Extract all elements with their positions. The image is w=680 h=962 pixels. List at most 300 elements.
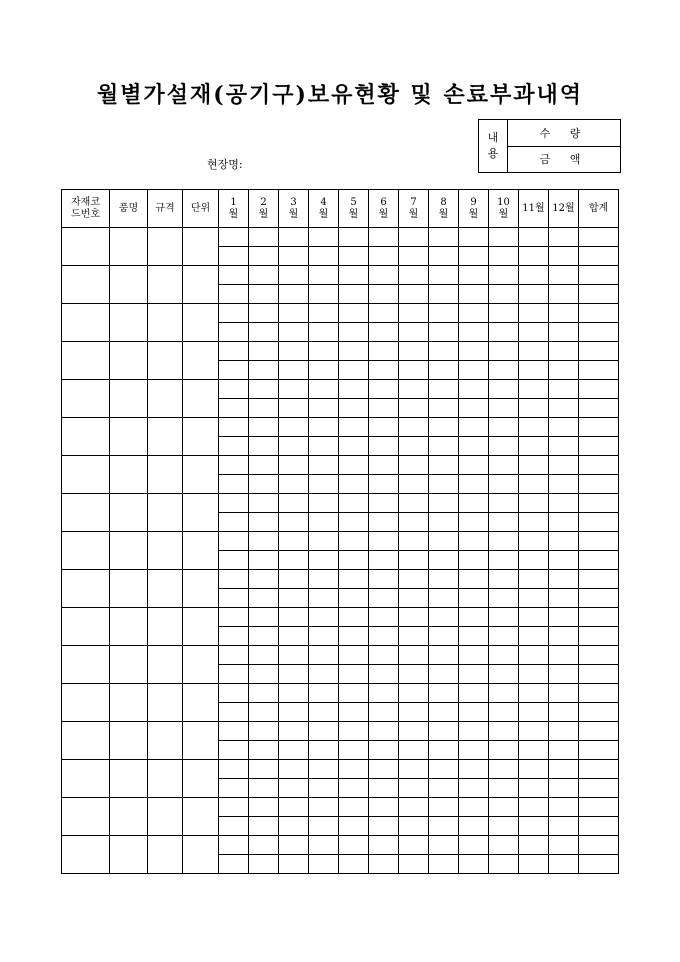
value-cell[interactable]: [489, 361, 519, 380]
value-cell[interactable]: [309, 760, 339, 779]
value-cell[interactable]: [249, 285, 279, 304]
value-cell[interactable]: [429, 285, 459, 304]
item-info-cell[interactable]: [148, 304, 183, 342]
value-cell[interactable]: [429, 418, 459, 437]
value-cell[interactable]: [459, 513, 489, 532]
value-cell[interactable]: [279, 323, 309, 342]
value-cell[interactable]: [579, 627, 619, 646]
value-cell[interactable]: [519, 627, 549, 646]
value-cell[interactable]: [309, 817, 339, 836]
value-cell[interactable]: [549, 855, 579, 874]
value-cell[interactable]: [249, 475, 279, 494]
value-cell[interactable]: [219, 380, 249, 399]
value-cell[interactable]: [399, 855, 429, 874]
value-cell[interactable]: [579, 570, 619, 589]
value-cell[interactable]: [279, 779, 309, 798]
value-cell[interactable]: [219, 779, 249, 798]
value-cell[interactable]: [339, 532, 369, 551]
value-cell[interactable]: [339, 437, 369, 456]
value-cell[interactable]: [219, 475, 249, 494]
item-info-cell[interactable]: [148, 494, 183, 532]
value-cell[interactable]: [309, 513, 339, 532]
value-cell[interactable]: [519, 304, 549, 323]
item-info-cell[interactable]: [148, 380, 183, 418]
value-cell[interactable]: [399, 342, 429, 361]
value-cell[interactable]: [489, 646, 519, 665]
value-cell[interactable]: [489, 627, 519, 646]
value-cell[interactable]: [489, 247, 519, 266]
value-cell[interactable]: [579, 589, 619, 608]
value-cell[interactable]: [279, 589, 309, 608]
value-cell[interactable]: [309, 646, 339, 665]
value-cell[interactable]: [219, 285, 249, 304]
value-cell[interactable]: [519, 684, 549, 703]
value-cell[interactable]: [489, 665, 519, 684]
value-cell[interactable]: [489, 304, 519, 323]
value-cell[interactable]: [219, 684, 249, 703]
value-cell[interactable]: [579, 722, 619, 741]
value-cell[interactable]: [549, 798, 579, 817]
value-cell[interactable]: [489, 456, 519, 475]
value-cell[interactable]: [249, 323, 279, 342]
value-cell[interactable]: [279, 247, 309, 266]
value-cell[interactable]: [459, 342, 489, 361]
value-cell[interactable]: [549, 323, 579, 342]
value-cell[interactable]: [459, 266, 489, 285]
value-cell[interactable]: [309, 475, 339, 494]
value-cell[interactable]: [399, 798, 429, 817]
value-cell[interactable]: [519, 342, 549, 361]
value-cell[interactable]: [579, 228, 619, 247]
value-cell[interactable]: [579, 285, 619, 304]
item-info-cell[interactable]: [183, 570, 219, 608]
value-cell[interactable]: [429, 323, 459, 342]
item-info-cell[interactable]: [183, 418, 219, 456]
item-info-cell[interactable]: [148, 570, 183, 608]
value-cell[interactable]: [249, 855, 279, 874]
value-cell[interactable]: [309, 380, 339, 399]
value-cell[interactable]: [549, 627, 579, 646]
value-cell[interactable]: [369, 665, 399, 684]
item-info-cell[interactable]: [148, 608, 183, 646]
value-cell[interactable]: [429, 760, 459, 779]
value-cell[interactable]: [429, 741, 459, 760]
value-cell[interactable]: [579, 342, 619, 361]
value-cell[interactable]: [519, 779, 549, 798]
value-cell[interactable]: [219, 646, 249, 665]
value-cell[interactable]: [369, 722, 399, 741]
item-info-cell[interactable]: [110, 456, 148, 494]
value-cell[interactable]: [309, 551, 339, 570]
value-cell[interactable]: [279, 266, 309, 285]
value-cell[interactable]: [279, 760, 309, 779]
item-info-cell[interactable]: [148, 456, 183, 494]
value-cell[interactable]: [519, 418, 549, 437]
value-cell[interactable]: [249, 684, 279, 703]
value-cell[interactable]: [249, 646, 279, 665]
value-cell[interactable]: [459, 494, 489, 513]
value-cell[interactable]: [519, 589, 549, 608]
value-cell[interactable]: [279, 380, 309, 399]
item-info-cell[interactable]: [110, 570, 148, 608]
value-cell[interactable]: [399, 247, 429, 266]
value-cell[interactable]: [429, 570, 459, 589]
value-cell[interactable]: [579, 494, 619, 513]
value-cell[interactable]: [339, 760, 369, 779]
value-cell[interactable]: [459, 608, 489, 627]
value-cell[interactable]: [519, 380, 549, 399]
value-cell[interactable]: [279, 437, 309, 456]
value-cell[interactable]: [309, 399, 339, 418]
value-cell[interactable]: [549, 285, 579, 304]
value-cell[interactable]: [519, 323, 549, 342]
value-cell[interactable]: [489, 323, 519, 342]
value-cell[interactable]: [459, 361, 489, 380]
value-cell[interactable]: [459, 684, 489, 703]
value-cell[interactable]: [279, 608, 309, 627]
value-cell[interactable]: [459, 247, 489, 266]
value-cell[interactable]: [399, 437, 429, 456]
value-cell[interactable]: [429, 551, 459, 570]
value-cell[interactable]: [489, 589, 519, 608]
value-cell[interactable]: [549, 646, 579, 665]
value-cell[interactable]: [399, 665, 429, 684]
value-cell[interactable]: [219, 722, 249, 741]
value-cell[interactable]: [339, 722, 369, 741]
value-cell[interactable]: [549, 361, 579, 380]
value-cell[interactable]: [399, 266, 429, 285]
value-cell[interactable]: [309, 798, 339, 817]
value-cell[interactable]: [519, 703, 549, 722]
value-cell[interactable]: [339, 703, 369, 722]
value-cell[interactable]: [459, 532, 489, 551]
item-info-cell[interactable]: [148, 798, 183, 836]
value-cell[interactable]: [309, 855, 339, 874]
item-info-cell[interactable]: [183, 646, 219, 684]
value-cell[interactable]: [489, 437, 519, 456]
value-cell[interactable]: [339, 456, 369, 475]
value-cell[interactable]: [459, 817, 489, 836]
value-cell[interactable]: [219, 551, 249, 570]
value-cell[interactable]: [549, 380, 579, 399]
value-cell[interactable]: [279, 342, 309, 361]
item-info-cell[interactable]: [110, 798, 148, 836]
item-info-cell[interactable]: [62, 798, 110, 836]
value-cell[interactable]: [309, 494, 339, 513]
value-cell[interactable]: [399, 456, 429, 475]
value-cell[interactable]: [219, 589, 249, 608]
item-info-cell[interactable]: [110, 532, 148, 570]
value-cell[interactable]: [339, 247, 369, 266]
value-cell[interactable]: [459, 703, 489, 722]
value-cell[interactable]: [459, 380, 489, 399]
value-cell[interactable]: [309, 665, 339, 684]
value-cell[interactable]: [339, 570, 369, 589]
value-cell[interactable]: [369, 418, 399, 437]
value-cell[interactable]: [519, 228, 549, 247]
item-info-cell[interactable]: [183, 532, 219, 570]
value-cell[interactable]: [369, 323, 399, 342]
value-cell[interactable]: [489, 228, 519, 247]
item-info-cell[interactable]: [148, 684, 183, 722]
value-cell[interactable]: [309, 608, 339, 627]
value-cell[interactable]: [219, 418, 249, 437]
value-cell[interactable]: [399, 703, 429, 722]
value-cell[interactable]: [279, 855, 309, 874]
value-cell[interactable]: [459, 855, 489, 874]
value-cell[interactable]: [429, 608, 459, 627]
value-cell[interactable]: [369, 817, 399, 836]
value-cell[interactable]: [399, 285, 429, 304]
value-cell[interactable]: [579, 323, 619, 342]
item-info-cell[interactable]: [183, 722, 219, 760]
item-info-cell[interactable]: [62, 342, 110, 380]
value-cell[interactable]: [309, 228, 339, 247]
value-cell[interactable]: [309, 266, 339, 285]
value-cell[interactable]: [219, 304, 249, 323]
value-cell[interactable]: [399, 380, 429, 399]
value-cell[interactable]: [399, 646, 429, 665]
value-cell[interactable]: [519, 399, 549, 418]
value-cell[interactable]: [369, 380, 399, 399]
item-info-cell[interactable]: [148, 722, 183, 760]
item-info-cell[interactable]: [62, 608, 110, 646]
value-cell[interactable]: [429, 475, 459, 494]
value-cell[interactable]: [459, 760, 489, 779]
item-info-cell[interactable]: [62, 836, 110, 874]
value-cell[interactable]: [399, 475, 429, 494]
value-cell[interactable]: [219, 361, 249, 380]
value-cell[interactable]: [369, 494, 399, 513]
value-cell[interactable]: [279, 456, 309, 475]
value-cell[interactable]: [249, 798, 279, 817]
item-info-cell[interactable]: [62, 266, 110, 304]
value-cell[interactable]: [429, 456, 459, 475]
value-cell[interactable]: [459, 323, 489, 342]
value-cell[interactable]: [249, 494, 279, 513]
value-cell[interactable]: [249, 570, 279, 589]
value-cell[interactable]: [549, 456, 579, 475]
value-cell[interactable]: [249, 380, 279, 399]
value-cell[interactable]: [429, 836, 459, 855]
value-cell[interactable]: [309, 361, 339, 380]
value-cell[interactable]: [339, 836, 369, 855]
value-cell[interactable]: [579, 836, 619, 855]
item-info-cell[interactable]: [62, 684, 110, 722]
item-info-cell[interactable]: [62, 646, 110, 684]
value-cell[interactable]: [579, 684, 619, 703]
value-cell[interactable]: [339, 798, 369, 817]
value-cell[interactable]: [279, 228, 309, 247]
value-cell[interactable]: [339, 589, 369, 608]
value-cell[interactable]: [519, 608, 549, 627]
value-cell[interactable]: [369, 798, 399, 817]
value-cell[interactable]: [459, 285, 489, 304]
item-info-cell[interactable]: [183, 494, 219, 532]
value-cell[interactable]: [219, 532, 249, 551]
value-cell[interactable]: [489, 342, 519, 361]
value-cell[interactable]: [219, 817, 249, 836]
value-cell[interactable]: [339, 342, 369, 361]
value-cell[interactable]: [459, 570, 489, 589]
item-info-cell[interactable]: [62, 456, 110, 494]
value-cell[interactable]: [489, 760, 519, 779]
value-cell[interactable]: [429, 247, 459, 266]
value-cell[interactable]: [519, 361, 549, 380]
item-info-cell[interactable]: [148, 836, 183, 874]
value-cell[interactable]: [459, 475, 489, 494]
value-cell[interactable]: [519, 646, 549, 665]
value-cell[interactable]: [459, 627, 489, 646]
value-cell[interactable]: [459, 304, 489, 323]
value-cell[interactable]: [339, 361, 369, 380]
value-cell[interactable]: [489, 551, 519, 570]
value-cell[interactable]: [459, 589, 489, 608]
item-info-cell[interactable]: [183, 304, 219, 342]
item-info-cell[interactable]: [62, 228, 110, 266]
value-cell[interactable]: [249, 551, 279, 570]
value-cell[interactable]: [369, 855, 399, 874]
item-info-cell[interactable]: [148, 342, 183, 380]
value-cell[interactable]: [429, 513, 459, 532]
value-cell[interactable]: [279, 551, 309, 570]
value-cell[interactable]: [219, 798, 249, 817]
value-cell[interactable]: [519, 247, 549, 266]
value-cell[interactable]: [519, 722, 549, 741]
value-cell[interactable]: [549, 437, 579, 456]
value-cell[interactable]: [549, 475, 579, 494]
value-cell[interactable]: [399, 684, 429, 703]
value-cell[interactable]: [339, 266, 369, 285]
value-cell[interactable]: [489, 836, 519, 855]
value-cell[interactable]: [369, 608, 399, 627]
value-cell[interactable]: [399, 779, 429, 798]
item-info-cell[interactable]: [62, 722, 110, 760]
value-cell[interactable]: [549, 608, 579, 627]
value-cell[interactable]: [339, 323, 369, 342]
item-info-cell[interactable]: [62, 304, 110, 342]
value-cell[interactable]: [249, 532, 279, 551]
value-cell[interactable]: [459, 399, 489, 418]
item-info-cell[interactable]: [183, 798, 219, 836]
value-cell[interactable]: [309, 741, 339, 760]
value-cell[interactable]: [219, 836, 249, 855]
value-cell[interactable]: [489, 570, 519, 589]
value-cell[interactable]: [279, 722, 309, 741]
item-info-cell[interactable]: [110, 646, 148, 684]
value-cell[interactable]: [249, 722, 279, 741]
value-cell[interactable]: [219, 228, 249, 247]
value-cell[interactable]: [459, 646, 489, 665]
value-cell[interactable]: [279, 665, 309, 684]
value-cell[interactable]: [369, 304, 399, 323]
value-cell[interactable]: [459, 437, 489, 456]
value-cell[interactable]: [459, 741, 489, 760]
value-cell[interactable]: [579, 817, 619, 836]
value-cell[interactable]: [279, 703, 309, 722]
value-cell[interactable]: [429, 779, 459, 798]
value-cell[interactable]: [549, 228, 579, 247]
item-info-cell[interactable]: [148, 228, 183, 266]
value-cell[interactable]: [249, 665, 279, 684]
value-cell[interactable]: [339, 304, 369, 323]
value-cell[interactable]: [579, 779, 619, 798]
value-cell[interactable]: [339, 285, 369, 304]
item-info-cell[interactable]: [148, 646, 183, 684]
value-cell[interactable]: [489, 703, 519, 722]
value-cell[interactable]: [399, 551, 429, 570]
value-cell[interactable]: [249, 247, 279, 266]
value-cell[interactable]: [429, 722, 459, 741]
value-cell[interactable]: [579, 437, 619, 456]
value-cell[interactable]: [579, 741, 619, 760]
value-cell[interactable]: [249, 418, 279, 437]
value-cell[interactable]: [519, 532, 549, 551]
value-cell[interactable]: [429, 399, 459, 418]
value-cell[interactable]: [549, 779, 579, 798]
value-cell[interactable]: [279, 285, 309, 304]
value-cell[interactable]: [399, 817, 429, 836]
value-cell[interactable]: [339, 741, 369, 760]
item-info-cell[interactable]: [110, 418, 148, 456]
value-cell[interactable]: [399, 722, 429, 741]
value-cell[interactable]: [309, 247, 339, 266]
item-info-cell[interactable]: [183, 608, 219, 646]
value-cell[interactable]: [519, 551, 549, 570]
value-cell[interactable]: [339, 608, 369, 627]
value-cell[interactable]: [579, 399, 619, 418]
value-cell[interactable]: [429, 342, 459, 361]
value-cell[interactable]: [459, 798, 489, 817]
value-cell[interactable]: [399, 323, 429, 342]
value-cell[interactable]: [309, 323, 339, 342]
value-cell[interactable]: [549, 266, 579, 285]
value-cell[interactable]: [369, 342, 399, 361]
value-cell[interactable]: [339, 475, 369, 494]
value-cell[interactable]: [579, 855, 619, 874]
value-cell[interactable]: [249, 760, 279, 779]
value-cell[interactable]: [429, 266, 459, 285]
value-cell[interactable]: [369, 779, 399, 798]
item-info-cell[interactable]: [110, 228, 148, 266]
item-info-cell[interactable]: [183, 380, 219, 418]
value-cell[interactable]: [429, 304, 459, 323]
value-cell[interactable]: [579, 665, 619, 684]
value-cell[interactable]: [249, 266, 279, 285]
value-cell[interactable]: [549, 551, 579, 570]
value-cell[interactable]: [489, 684, 519, 703]
value-cell[interactable]: [369, 228, 399, 247]
value-cell[interactable]: [459, 456, 489, 475]
value-cell[interactable]: [249, 836, 279, 855]
value-cell[interactable]: [399, 608, 429, 627]
value-cell[interactable]: [579, 513, 619, 532]
value-cell[interactable]: [579, 532, 619, 551]
value-cell[interactable]: [489, 399, 519, 418]
value-cell[interactable]: [549, 418, 579, 437]
value-cell[interactable]: [219, 608, 249, 627]
value-cell[interactable]: [339, 779, 369, 798]
value-cell[interactable]: [219, 494, 249, 513]
value-cell[interactable]: [249, 228, 279, 247]
value-cell[interactable]: [309, 437, 339, 456]
value-cell[interactable]: [309, 722, 339, 741]
value-cell[interactable]: [399, 627, 429, 646]
value-cell[interactable]: [369, 475, 399, 494]
value-cell[interactable]: [309, 570, 339, 589]
value-cell[interactable]: [429, 627, 459, 646]
value-cell[interactable]: [279, 570, 309, 589]
